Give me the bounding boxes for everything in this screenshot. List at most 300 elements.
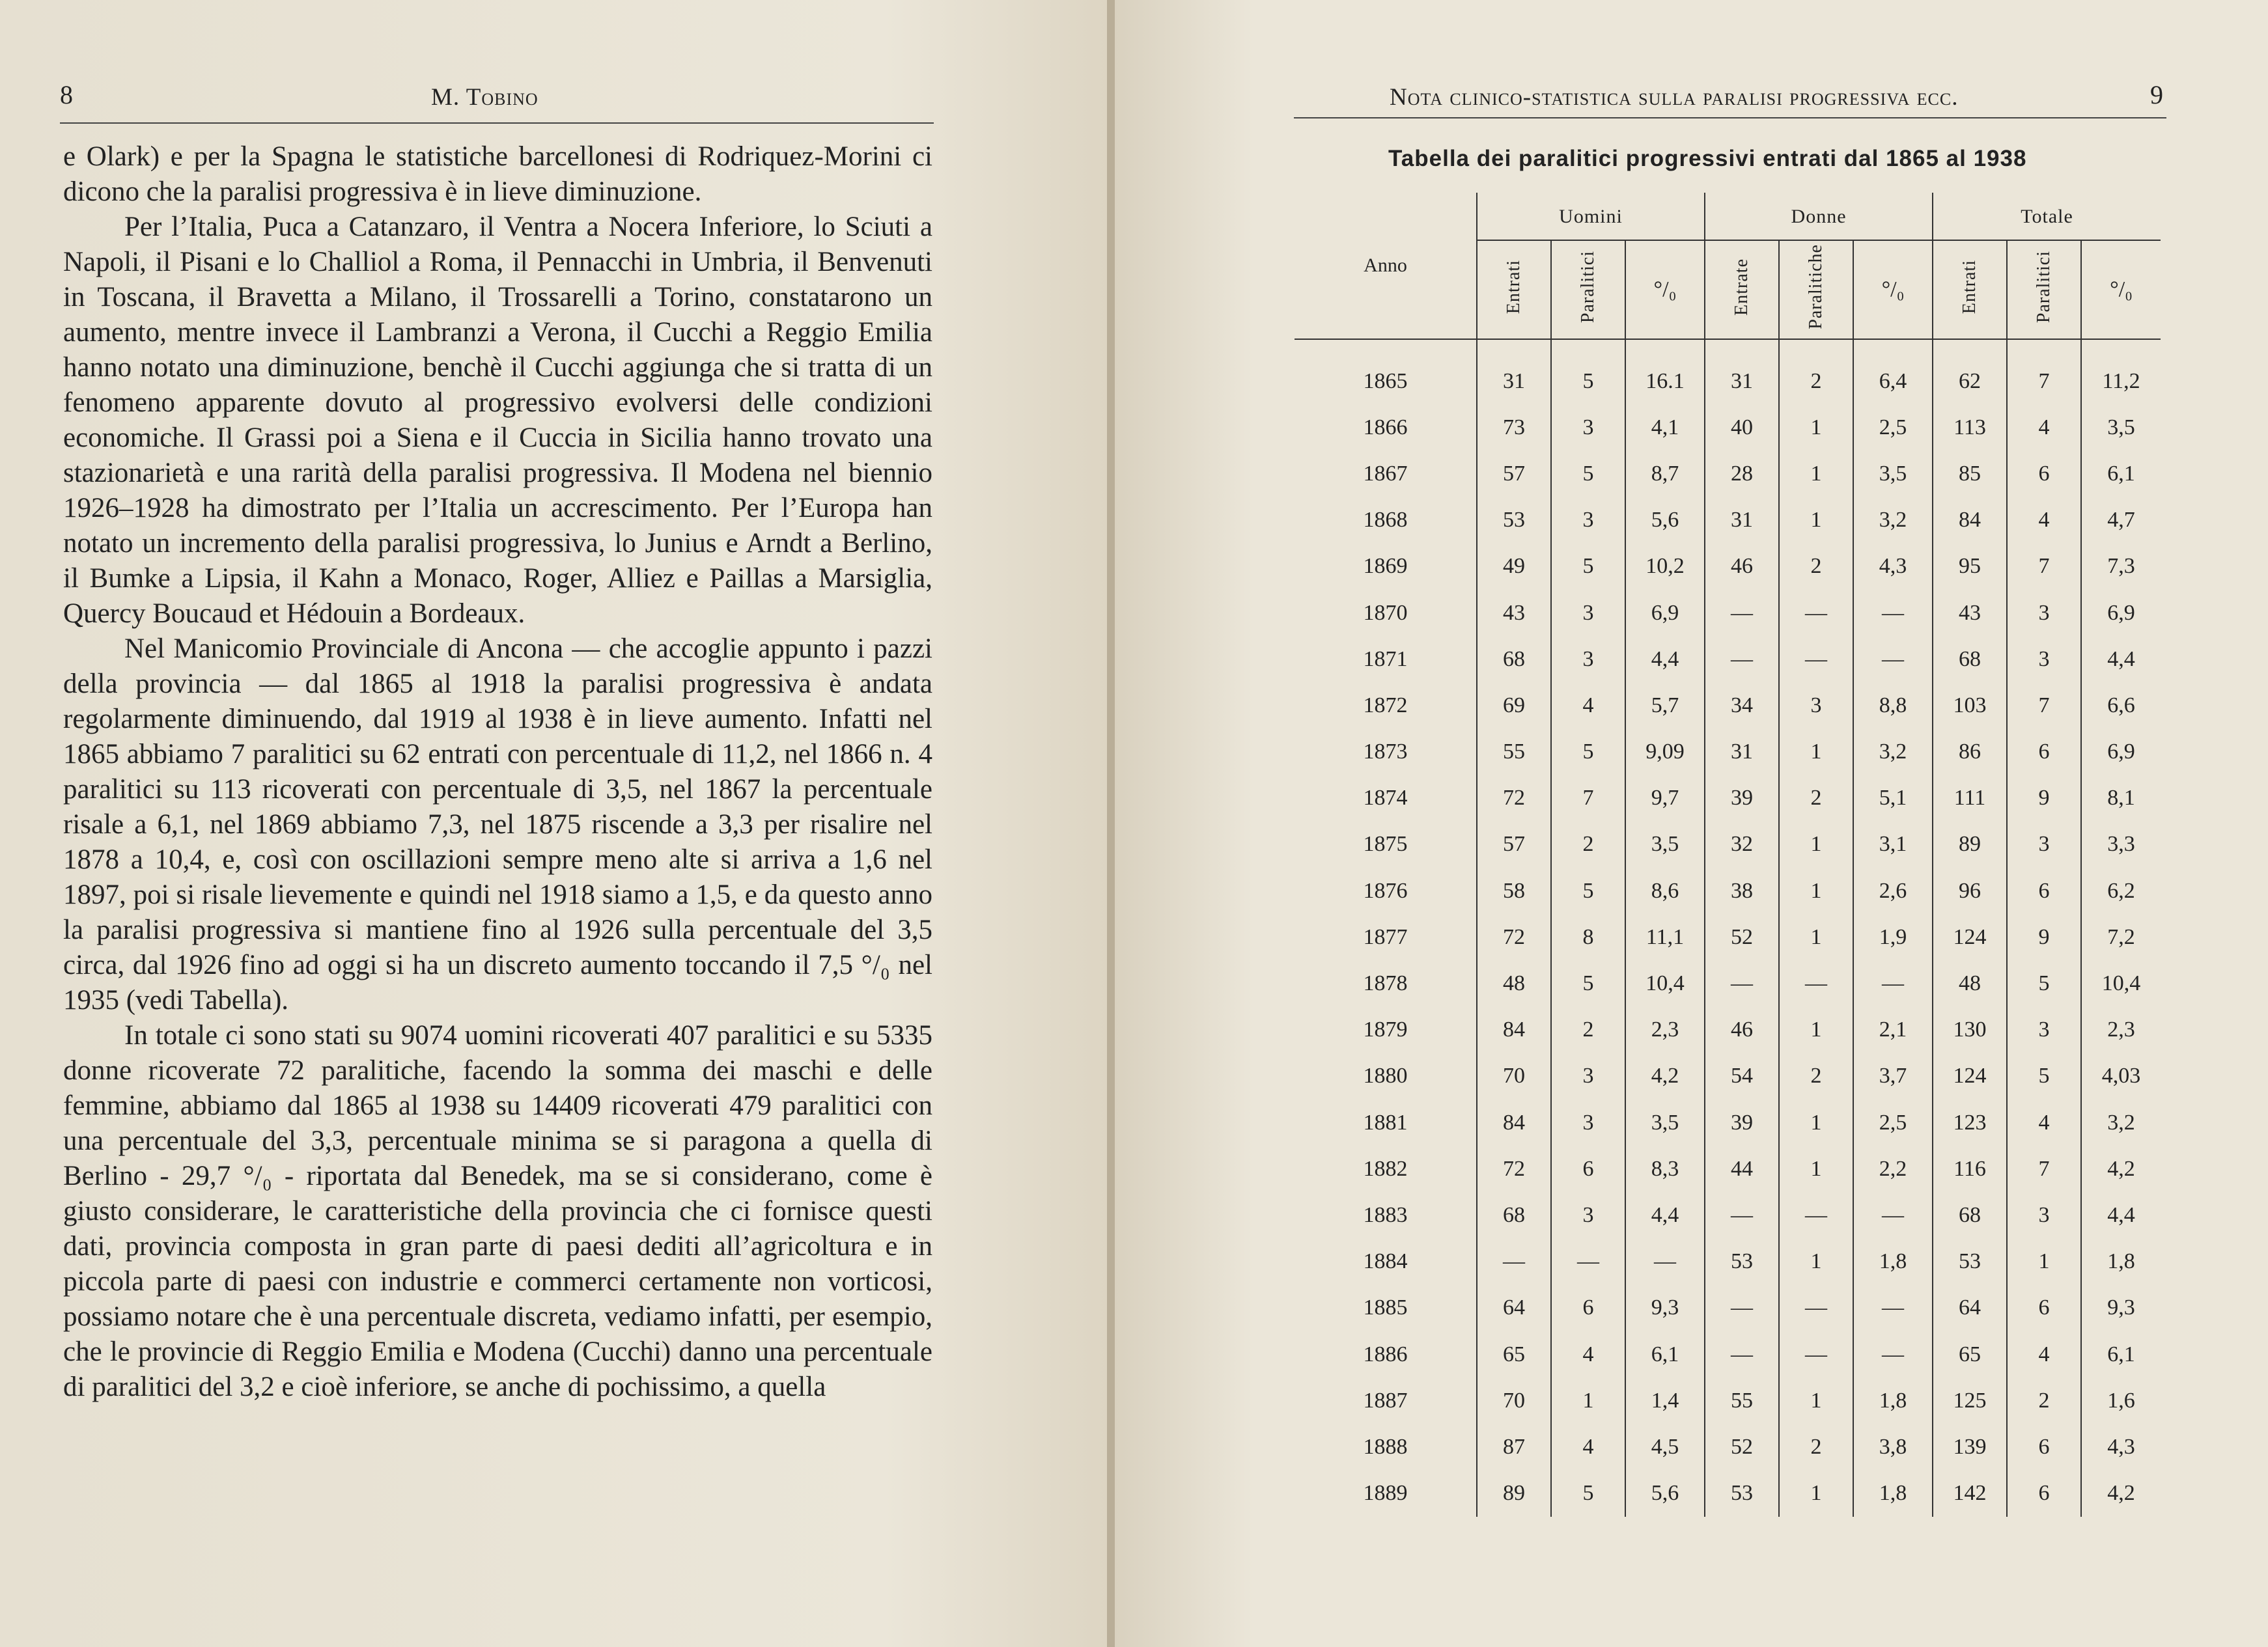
cell-donne-paralitiche: — [1779,1192,1853,1238]
cell-totale-paralitici: 3 [2007,636,2081,682]
page-number: 9 [2150,80,2163,109]
cell-year: 1889 [1363,1481,1408,1506]
cell-donne-percent: 1,8 [1853,1471,1933,1517]
cell-donne-paralitiche: 1 [1779,1377,1853,1424]
cell-totale-percent: 10,4 [2081,960,2161,1006]
cell-uomini-paralitici: 5 [1551,868,1625,914]
cell-donne-entrate: — [1705,1285,1779,1331]
cell-totale-percent: 3,5 [2081,404,2161,450]
cell-totale-paralitici: 3 [2007,822,2081,868]
cell-totale-paralitici: 9 [2007,914,2081,960]
running-header: M. Tobino [431,84,539,111]
cell-totale-paralitici: 1 [2007,1239,2081,1285]
cell-totale-entrati: 43 [1933,590,2007,636]
cell-donne-percent: 3,2 [1853,497,1933,544]
cell-donne-percent: 3,2 [1853,729,1933,775]
cell-uomini-entrati: 43 [1477,590,1551,636]
cell-totale-percent: 8,1 [2081,775,2161,822]
cell-donne-entrate: 52 [1705,914,1779,960]
cell-uomini-paralitici: 6 [1551,1285,1625,1331]
cell-donne-paralitiche: 1 [1779,914,1853,960]
table-row [1295,682,2161,728]
cell-year: 1882 [1363,1156,1408,1181]
cell-donne-entrate: — [1705,636,1779,682]
cell-year: 1873 [1363,740,1408,764]
cell-year: 1888 [1363,1434,1408,1459]
cell-totale-entrati: 84 [1933,497,2007,544]
cell-uomini-entrati: 72 [1477,775,1551,822]
cell-uomini-paralitici: 4 [1551,1331,1625,1377]
cell-donne-paralitiche: 1 [1779,1239,1853,1285]
cell-uomini-paralitici: 3 [1551,1053,1625,1100]
cell-donne-entrate: — [1705,960,1779,1006]
cell-donne-entrate: 55 [1705,1377,1779,1424]
cell-totale-entrati: 62 [1933,339,2007,404]
cell-uomini-entrati: 57 [1477,822,1551,868]
cell-year: 1871 [1363,646,1408,671]
cell-uomini-percent: 4,4 [1625,1192,1705,1238]
column-header-year: Anno [1295,193,1477,339]
table-row [1295,1331,2161,1377]
cell-totale-entrati: 130 [1933,1007,2007,1053]
cell-totale-entrati: 86 [1933,729,2007,775]
cell-donne-percent: — [1853,1331,1933,1377]
cell-uomini-entrati: 68 [1477,636,1551,682]
cell-uomini-entrati: 31 [1477,339,1551,404]
subheader-paralitici: Paralitici [2007,240,2081,339]
cell-totale-paralitici: 4 [2007,1331,2081,1377]
cell-totale-entrati: 65 [1933,1331,2007,1377]
cell-uomini-paralitici: 5 [1551,450,1625,497]
cell-donne-entrate: — [1705,1192,1779,1238]
table-row [1295,544,2161,590]
cell-totale-paralitici: 6 [2007,1285,2081,1331]
table-row [1295,775,2161,822]
subheader-percent: °/₀ [2081,240,2161,339]
cell-totale-percent: 4,2 [2081,1146,2161,1192]
paragraph: In totale ci sono stati su 9074 uomini ricoverati 407 paralitici e su 5335 donne ricoverate 72 paralitiche, facendo la somma dei maschi e delle femmine, abbiamo dal 1865 al 1938 su 14409 ricoverati 479 paralitici con una percentuale del 3,3, percentuale minima se si paragona a quella di Berlino - 29,7 °/₀ - riportata dal Benedek, ma se si considerano, come è giusto considerare, le caratteristiche della provincia che ci fornisce questi dati, provincia composta in gran parte di paesi dediti all’agricoltura e in piccola parte di paesi con industrie e commerci certamente non vorticosi, possiamo notare che è una percentuale discreta, vediamo infatti, per esempio, che le provincie di Reggio Emilia e Modena (Cucchi) danno una percentuale di paralitici del 3,2 e cioè inferiore, se anche di pochissimo, a quella [63,1020,932,1402]
cell-donne-paralitiche: — [1779,636,1853,682]
cell-totale-paralitici: 6 [2007,868,2081,914]
cell-totale-percent: 11,2 [2081,339,2161,404]
cell-totale-percent: 9,3 [2081,1285,2161,1331]
cell-totale-percent: 4,2 [2081,1471,2161,1517]
cell-donne-percent: — [1853,636,1933,682]
subheader-entrati: Entrati [1477,240,1551,339]
cell-uomini-entrati: — [1477,1239,1551,1285]
cell-donne-entrate: 44 [1705,1146,1779,1192]
cell-uomini-entrati: 57 [1477,450,1551,497]
table-row [1295,1424,2161,1470]
cell-totale-entrati: 111 [1933,775,2007,822]
cell-totale-entrati: 96 [1933,868,2007,914]
cell-uomini-entrati: 73 [1477,404,1551,450]
cell-uomini-percent: 11,1 [1625,914,1705,960]
cell-totale-paralitici: 7 [2007,1146,2081,1192]
cell-donne-percent: 2,1 [1853,1007,1933,1053]
table-row [1295,1285,2161,1331]
book-gutter [1107,0,1115,1647]
cell-donne-entrate: 39 [1705,1100,1779,1146]
cell-donne-entrate: 46 [1705,1007,1779,1053]
cell-uomini-paralitici: 5 [1551,544,1625,590]
cell-uomini-percent: 10,2 [1625,544,1705,590]
cell-uomini-paralitici: 3 [1551,404,1625,450]
table-row [1295,636,2161,682]
cell-donne-paralitiche: 1 [1779,1100,1853,1146]
cell-year: 1887 [1363,1388,1408,1413]
cell-uomini-percent: 16.1 [1625,339,1705,404]
cell-uomini-paralitici: 5 [1551,729,1625,775]
cell-donne-entrate: 34 [1705,682,1779,728]
subheader-percent: °/₀ [1625,240,1705,339]
cell-donne-entrate: 53 [1705,1471,1779,1517]
cell-donne-paralitiche: 2 [1779,1424,1853,1470]
cell-totale-entrati: 125 [1933,1377,2007,1424]
cell-uomini-paralitici: 4 [1551,1424,1625,1470]
cell-totale-paralitici: 9 [2007,775,2081,822]
cell-uomini-percent: 4,2 [1625,1053,1705,1100]
cell-uomini-paralitici: 5 [1551,339,1625,404]
cell-uomini-percent: 9,7 [1625,775,1705,822]
table-row [1295,1146,2161,1192]
cell-uomini-entrati: 58 [1477,868,1551,914]
cell-uomini-percent: 9,09 [1625,729,1705,775]
cell-totale-paralitici: 6 [2007,1471,2081,1517]
cell-donne-paralitiche: — [1779,960,1853,1006]
cell-totale-percent: 1,6 [2081,1377,2161,1424]
cell-donne-percent: — [1853,960,1933,1006]
cell-donne-paralitiche: 1 [1779,1471,1853,1517]
cell-uomini-paralitici: 3 [1551,1192,1625,1238]
cell-uomini-percent: 8,6 [1625,868,1705,914]
cell-year: 1865 [1363,368,1408,393]
table-row [1295,822,2161,868]
statistics-table [1295,193,2161,1517]
cell-donne-percent: 1,8 [1853,1377,1933,1424]
cell-totale-paralitici: 6 [2007,1424,2081,1470]
cell-donne-paralitiche: — [1779,590,1853,636]
cell-donne-entrate: 31 [1705,729,1779,775]
cell-uomini-paralitici: 5 [1551,1471,1625,1517]
cell-totale-entrati: 142 [1933,1471,2007,1517]
cell-year: 1869 [1363,554,1408,579]
header-rule [60,122,934,124]
cell-totale-entrati: 64 [1933,1285,2007,1331]
cell-uomini-percent: 1,4 [1625,1377,1705,1424]
subheader-entrate: Entrate [1705,240,1779,339]
cell-uomini-percent: 3,5 [1625,822,1705,868]
cell-totale-paralitici: 6 [2007,450,2081,497]
cell-uomini-entrati: 64 [1477,1285,1551,1331]
table-row [1295,590,2161,636]
cell-uomini-paralitici: 8 [1551,914,1625,960]
cell-uomini-percent: 5,6 [1625,1471,1705,1517]
table-row [1295,404,2161,450]
table-row [1295,729,2161,775]
cell-donne-percent: 4,3 [1853,544,1933,590]
cell-uomini-percent: 10,4 [1625,960,1705,1006]
group-header-donne: Donne [1705,193,1933,240]
cell-uomini-entrati: 84 [1477,1100,1551,1146]
table-row [1295,868,2161,914]
table-row [1295,914,2161,960]
cell-uomini-percent: 8,7 [1625,450,1705,497]
table-title: Tabella dei paralitici progressivi entrati dal 1865 al 1938 [1388,146,2027,171]
cell-year: 1875 [1363,832,1408,857]
cell-donne-paralitiche: 1 [1779,450,1853,497]
cell-donne-entrate: 39 [1705,775,1779,822]
cell-year: 1866 [1363,415,1408,439]
cell-totale-percent: 3,3 [2081,822,2161,868]
cell-uomini-percent: 5,6 [1625,497,1705,544]
cell-totale-paralitici: 3 [2007,1007,2081,1053]
cell-donne-percent: 6,4 [1853,339,1933,404]
cell-donne-percent: 2,5 [1853,404,1933,450]
cell-donne-paralitiche: — [1779,1331,1853,1377]
cell-donne-paralitiche: 2 [1779,775,1853,822]
cell-uomini-entrati: 72 [1477,1146,1551,1192]
cell-totale-paralitici: 6 [2007,729,2081,775]
cell-donne-entrate: 40 [1705,404,1779,450]
cell-uomini-percent: 4,5 [1625,1424,1705,1470]
table-row [1295,497,2161,544]
cell-totale-entrati: 124 [1933,914,2007,960]
cell-donne-paralitiche: 1 [1779,497,1853,544]
cell-year: 1876 [1363,878,1408,903]
cell-totale-paralitici: 4 [2007,1100,2081,1146]
cell-donne-percent: 3,1 [1853,822,1933,868]
table-row [1295,1377,2161,1424]
cell-totale-percent: 6,2 [2081,868,2161,914]
cell-donne-percent: 1,9 [1853,914,1933,960]
cell-uomini-entrati: 69 [1477,682,1551,728]
cell-totale-percent: 3,2 [2081,1100,2161,1146]
cell-totale-percent: 4,4 [2081,1192,2161,1238]
cell-donne-percent: 3,7 [1853,1053,1933,1100]
running-header: Nota clinico-statistica sulla paralisi progressiva ecc. [1390,84,1959,111]
cell-uomini-percent: 9,3 [1625,1285,1705,1331]
paragraph: Nel Manicomio Provinciale di Ancona — che accoglie appunto i pazzi della provincia — dal 1865 al 1918 la paralisi progressiva è andata regolarmente diminuendo, dal 1919 al 1938 è in lieve aumento. Infatti nel 1865 abbiamo 7 paralitici su 62 entrati con percentuale di 11,2, nel 1866 n. 4 paralitici su 113 ricoverati con percentuale di 3,5, nel 1867 la percentuale risale a 6,1, nel 1869 abbiamo 7,3, nel 1875 riscende a 3,3 per risalire nel 1878 a 10,4, e, così con oscillazioni sempre meno alte si arriva a 1,6 nel 1897, poi si risale lievemente e quindi nel 1918 siamo a 1,5, e da questo anno la paralisi progressiva si mantiene fino al 1926 sulla percentuale del 3,5 circa, dal 1926 fino ad oggi si ha un discreto aumento toccando il 7,5 °/₀ nel 1935 (vedi Tabella). [63,633,932,1016]
cell-donne-entrate: 38 [1705,868,1779,914]
cell-totale-paralitici: 2 [2007,1377,2081,1424]
cell-year: 1885 [1363,1295,1408,1320]
cell-totale-entrati: 123 [1933,1100,2007,1146]
cell-donne-entrate: — [1705,590,1779,636]
cell-year: 1870 [1363,600,1408,625]
table-row [1295,960,2161,1006]
paragraph: Per l’Italia, Puca a Catanzaro, il Ventra a Nocera Inferiore, lo Sciuti a Napoli, il Pisani e lo Challiol a Roma, il Pennacchi in Umbria, il Benvenuti in Toscana, il Bravetta a Milano, il Trossarelli a Torino, constatarono un aumento, mentre invece il Lambranzi a Verona, il Cucchi a Reggio Emilia hanno notato una diminuzione, benchè il Cucchi aggiunga che si tratta di un fenomeno apparente dovuto al progressivo evolversi delle condizioni economiche. Il Grassi poi a Siena e il Cuccia in Sicilia hanno trovato una stazionarietà e una rarità della paralisi progressiva. Il Modena nel biennio 1926–1928 ha dimostrato per l’Italia un accrescimento. Per l’Europa han notato un incremento della paralisi progressiva, lo Junius e Arndt a Berlino, il Bumke a Lipsia, il Kahn a Monaco, Roger, Alliez e Paillas a Marsiglia, Quercy Boucaud et Hédouin a Bordeaux. [63,212,932,629]
cell-uomini-paralitici: 3 [1551,636,1625,682]
cell-year: 1868 [1363,508,1408,533]
cell-totale-percent: 4,7 [2081,497,2161,544]
cell-uomini-percent: 4,1 [1625,404,1705,450]
cell-totale-entrati: 95 [1933,544,2007,590]
cell-donne-paralitiche: 1 [1779,868,1853,914]
cell-totale-paralitici: 3 [2007,590,2081,636]
cell-year: 1884 [1363,1249,1408,1274]
cell-totale-paralitici: 7 [2007,544,2081,590]
cell-uomini-percent: 5,7 [1625,682,1705,728]
cell-donne-percent: — [1853,590,1933,636]
cell-donne-paralitiche: 2 [1779,544,1853,590]
cell-uomini-percent: 6,1 [1625,1331,1705,1377]
cell-uomini-entrati: 89 [1477,1471,1551,1517]
cell-uomini-paralitici: 5 [1551,960,1625,1006]
cell-totale-entrati: 68 [1933,636,2007,682]
cell-uomini-paralitici: — [1551,1239,1625,1285]
cell-donne-entrate: 54 [1705,1053,1779,1100]
cell-donne-paralitiche: 1 [1779,1146,1853,1192]
cell-totale-entrati: 139 [1933,1424,2007,1470]
cell-year: 1883 [1363,1202,1408,1227]
cell-year: 1881 [1363,1110,1408,1135]
cell-totale-entrati: 124 [1933,1053,2007,1100]
cell-donne-percent: 3,8 [1853,1424,1933,1470]
table-row [1295,1100,2161,1146]
subheader-entrati: Entrati [1933,240,2007,339]
cell-totale-paralitici: 5 [2007,960,2081,1006]
cell-totale-percent: 6,9 [2081,729,2161,775]
cell-donne-percent: — [1853,1285,1933,1331]
cell-donne-paralitiche: 2 [1779,339,1853,404]
cell-uomini-percent: 4,4 [1625,636,1705,682]
cell-totale-paralitici: 4 [2007,404,2081,450]
cell-year: 1877 [1363,924,1408,949]
cell-donne-percent: 2,2 [1853,1146,1933,1192]
left-page [0,0,1107,1647]
cell-year: 1879 [1363,1017,1408,1042]
cell-totale-percent: 1,8 [2081,1239,2161,1285]
body-text [63,139,932,1405]
cell-year: 1878 [1363,971,1408,996]
cell-uomini-entrati: 70 [1477,1377,1551,1424]
cell-donne-paralitiche: 1 [1779,729,1853,775]
subheader-paralitici: Paralitici [1551,240,1625,339]
subheader-percent: °/₀ [1853,240,1933,339]
cell-totale-entrati: 53 [1933,1239,2007,1285]
table-row [1295,1007,2161,1053]
page-number: 8 [60,80,73,109]
cell-uomini-percent: 2,3 [1625,1007,1705,1053]
cell-year: 1867 [1363,461,1408,486]
cell-totale-entrati: 89 [1933,822,2007,868]
cell-uomini-paralitici: 4 [1551,682,1625,728]
cell-totale-percent: 6,9 [2081,590,2161,636]
cell-uomini-entrati: 70 [1477,1053,1551,1100]
table-row [1295,339,2161,404]
cell-uomini-entrati: 87 [1477,1424,1551,1470]
cell-donne-percent: 5,1 [1853,775,1933,822]
cell-totale-paralitici: 7 [2007,339,2081,404]
cell-totale-percent: 7,3 [2081,544,2161,590]
cell-uomini-paralitici: 2 [1551,822,1625,868]
cell-totale-paralitici: 3 [2007,1192,2081,1238]
cell-donne-paralitiche: 1 [1779,822,1853,868]
cell-donne-entrate: 28 [1705,450,1779,497]
cell-uomini-percent: — [1625,1239,1705,1285]
cell-uomini-paralitici: 1 [1551,1377,1625,1424]
cell-uomini-paralitici: 3 [1551,590,1625,636]
header-rule [1294,117,2166,118]
cell-uomini-percent: 3,5 [1625,1100,1705,1146]
cell-donne-paralitiche: — [1779,1285,1853,1331]
cell-totale-paralitici: 7 [2007,682,2081,728]
group-header-totale: Totale [1933,193,2161,240]
cell-donne-entrate: 52 [1705,1424,1779,1470]
cell-donne-entrate: 31 [1705,339,1779,404]
cell-uomini-entrati: 53 [1477,497,1551,544]
cell-year: 1880 [1363,1064,1408,1088]
cell-totale-entrati: 68 [1933,1192,2007,1238]
cell-uomini-percent: 6,9 [1625,590,1705,636]
table-row [1295,1192,2161,1238]
cell-totale-paralitici: 4 [2007,497,2081,544]
cell-year: 1874 [1363,786,1408,810]
cell-donne-entrate: — [1705,1331,1779,1377]
cell-totale-percent: 2,3 [2081,1007,2161,1053]
cell-uomini-entrati: 48 [1477,960,1551,1006]
cell-totale-paralitici: 5 [2007,1053,2081,1100]
table-row [1295,450,2161,497]
cell-totale-entrati: 113 [1933,404,2007,450]
cell-donne-percent: 1,8 [1853,1239,1933,1285]
cell-uomini-percent: 8,3 [1625,1146,1705,1192]
cell-donne-percent: 2,5 [1853,1100,1933,1146]
group-header-uomini: Uomini [1477,193,1705,240]
cell-uomini-entrati: 72 [1477,914,1551,960]
cell-uomini-paralitici: 3 [1551,497,1625,544]
paragraph: e Olark) e per la Spagna le statistiche barcellonesi di Rodriquez-Morini ci dicono che la paralisi progressiva è in lieve diminuzione. [63,141,932,207]
subheader-paralitiche: Paralitiche [1779,240,1853,339]
cell-donne-percent: — [1853,1192,1933,1238]
cell-totale-entrati: 103 [1933,682,2007,728]
table-row [1295,1471,2161,1517]
cell-totale-percent: 6,1 [2081,1331,2161,1377]
cell-donne-percent: 8,8 [1853,682,1933,728]
cell-uomini-entrati: 84 [1477,1007,1551,1053]
cell-uomini-paralitici: 2 [1551,1007,1625,1053]
cell-uomini-paralitici: 6 [1551,1146,1625,1192]
cell-donne-percent: 2,6 [1853,868,1933,914]
cell-totale-percent: 7,2 [2081,914,2161,960]
cell-donne-percent: 3,5 [1853,450,1933,497]
cell-year: 1886 [1363,1342,1408,1366]
cell-donne-entrate: 46 [1705,544,1779,590]
cell-donne-paralitiche: 1 [1779,1007,1853,1053]
cell-uomini-entrati: 65 [1477,1331,1551,1377]
cell-donne-paralitiche: 3 [1779,682,1853,728]
cell-donne-entrate: 32 [1705,822,1779,868]
cell-year: 1872 [1363,693,1408,717]
cell-donne-entrate: 31 [1705,497,1779,544]
cell-totale-percent: 4,4 [2081,636,2161,682]
cell-totale-entrati: 48 [1933,960,2007,1006]
cell-totale-percent: 6,1 [2081,450,2161,497]
cell-totale-percent: 6,6 [2081,682,2161,728]
cell-totale-entrati: 85 [1933,450,2007,497]
cell-uomini-entrati: 49 [1477,544,1551,590]
cell-totale-percent: 4,03 [2081,1053,2161,1100]
cell-donne-entrate: 53 [1705,1239,1779,1285]
cell-uomini-paralitici: 3 [1551,1100,1625,1146]
table-row [1295,1053,2161,1100]
cell-totale-entrati: 116 [1933,1146,2007,1192]
cell-totale-percent: 4,3 [2081,1424,2161,1470]
cell-uomini-paralitici: 7 [1551,775,1625,822]
cell-uomini-entrati: 68 [1477,1192,1551,1238]
cell-donne-paralitiche: 1 [1779,404,1853,450]
